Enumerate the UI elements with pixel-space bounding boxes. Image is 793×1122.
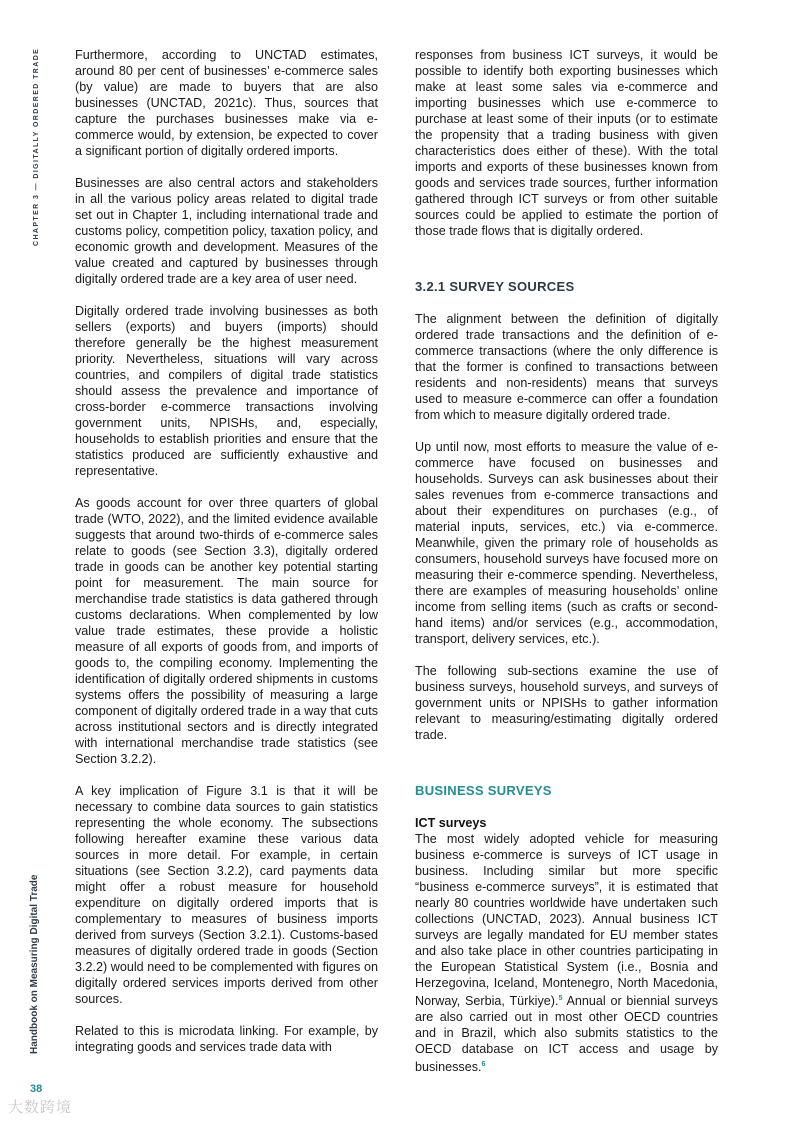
paragraph: Furthermore, according to UNCTAD estimates, around 80 per cent of businesses’ e-commerce sales (by value) are made to buyers that are also businesses (UNCTAD, 2021c). Thus, sources that capture the purchases businesses make via e-commerce would, by extension, be expected to cover a significant portion of digitally ordered imports. — [75, 48, 378, 158]
footnote-marker[interactable]: 5 — [558, 995, 563, 1002]
paragraph: responses from business ICT surveys, it would be possible to identify both exporting businesses which make at least some sales via e-commerce and importing businesses which use e-commerce to purchase at least some of their inputs (or to estimate the propensity that a trading business with given characteristics does either of these). With the total imports and exports of these businesses known from goods and services trade sources, further information gathered through ICT surveys or from other suitable sources could be applied to estimate the portion of those trade flows that is digitally ordered. — [415, 48, 718, 238]
right-column — [415, 47, 718, 1091]
paragraph: Digitally ordered trade involving businesses as both sellers (exports) and buyers (imports) should therefore generally be the highest measurement priority. Nevertheless, situations will vary across countries, and compilers of digital trade statistics should assess the prevalence and importance of cross-border e-commerce transactions involving government units, NPISHs, and, especially, households to establish priorities and ensure that the statistics produced are sufficiently exhaustive and representative. — [75, 304, 378, 478]
watermark: 大数跨境 — [8, 1099, 73, 1116]
section-heading: 3.2.1 SURVEY SOURCES — [415, 279, 575, 294]
paragraph: Businesses are also central actors and stakeholders in all the various policy areas related to digital trade set out in Chapter 1, including international trade and customs policy, competition policy, taxation policy, and economic growth and development. Measures of the value created and captured by businesses through digitally ordered trade are a key area of user need. — [75, 176, 378, 286]
paragraph: A key implication of Figure 3.1 is that it will be necessary to combine data sources to gain statistics representing the whole economy. The subsections following hereafter examine these various data sources in more detail. For example, in certain situations (see Section 3.2.2), card payments data might offer a robust measure for household expenditure on digitally ordered imports that is complementary to measures of business imports derived from surveys (Section 3.2.1). Customs-based measures of digitally ordered trade in goods (Section 3.2.2) would need to be complemented with figures on digitally ordered services imports derived from other sources. — [75, 784, 378, 1006]
paragraph: Related to this is microdata linking. For example, by integrating goods and services trade data with — [75, 1024, 378, 1054]
paragraph: As goods account for over three quarters of global trade (WTO, 2022), and the limited evidence available suggests that around two-thirds of e-commerce sales relate to goods (see Section 3.3), digitally ordered trade in goods can be another key potential starting point for measurement. The main source for merchandise trade statistics is data gathered through customs declarations. When complemented by low value trade estimates, these provide a holistic measure of all exports of goods from, and imports of goods to, the compiling economy. Implementing the identification of digitally ordered shipments in customs systems offers the possibility of measuring a large component of digitally ordered trade in a way that cuts across institutional sectors and is directly integrated with international merchandise trade statistics (see Section 3.2.2). — [75, 496, 378, 766]
paragraph-text: The most widely adopted vehicle for measuring business e-commerce is surveys of ICT usage in business. Including similar but more specific “business e-commerce surveys”, it is estimated that nearly 80 countries worldwide have undertaken such collections (UNCTAD, 2023). Annual business ICT surveys are legally mandated for EU member states and also take place in other countries participating in the European Statistical System (i.e., Bosnia and Herzegovina, Iceland, Montenegro, North Macedonia, Norway, Serbia, Türkiye). — [415, 832, 718, 1009]
subsection-heading: BUSINESS SURVEYS — [415, 783, 552, 798]
book-title-running-footer — [28, 874, 42, 1054]
subsubsection-heading: ICT surveys — [415, 816, 487, 830]
footnote-marker[interactable]: 6 — [481, 1061, 486, 1069]
paragraph: The alignment between the definition of digitally ordered trade transactions and the definition of e-commerce transactions (where the only difference is that the former is confined to transactions between residents and non-residents) means that surveys used to measure e-commerce can offer a foundation from which to measure digitally ordered trade. — [415, 312, 718, 422]
chapter-label: CHAPTER 3 — DIGITALLY ORDERED TRADE — [33, 47, 40, 246]
chapter-running-header — [28, 46, 42, 246]
paragraph-text: Annual or biennial surveys are also carried out in most other OECD countries and in Brazil, which also submits statistics to the OECD database on ICT access and usage by businesses. — [415, 994, 718, 1075]
paragraph: The following sub-sections examine the use of business surveys, household surveys, and surveys of government units or NPISHs to gather information relevant to measuring/estimating digitally ordered trade. — [415, 664, 718, 742]
paragraph: Up until now, most efforts to measure the value of e-commerce have focused on businesses and households. Surveys can ask businesses about their sales revenues from e-commerce transactions and about their expenditures on purchases (e.g., of material inputs, services, etc.) via e-commerce. Meanwhile, given the primary role of households as consumers, household surveys have focused more on measuring their e-commerce spending. Nevertheless, there are examples of measuring households’ online income from selling items (such as crafts or second-hand items) and/or services (e.g., accommodation, transport, delivery services, etc.). — [415, 440, 718, 646]
paragraph — [415, 831, 718, 1075]
left-column — [75, 47, 378, 1071]
page-number: 38 — [30, 1083, 43, 1095]
book-title: Handbook on Measuring Digital Trade — [29, 874, 40, 1054]
